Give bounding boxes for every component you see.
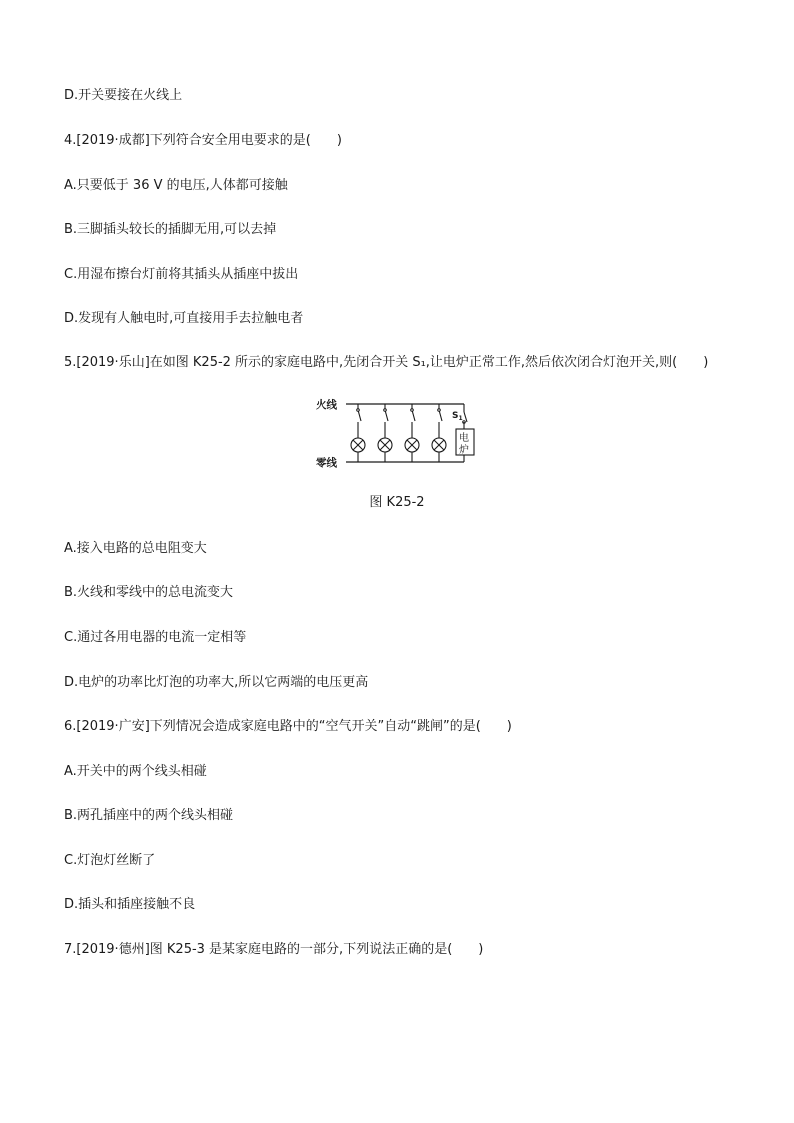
question-4-option-a: A.只要低于 36 V 的电压,人体都可接触 (64, 178, 288, 193)
question-4-option-d: D.发现有人触电时,可直接用手去拉触电者 (64, 311, 304, 326)
question-5-option-b: B.火线和零线中的总电流变大 (64, 585, 234, 600)
question-6-option-a: A.开关中的两个线头相碰 (64, 764, 207, 779)
question-4-option-b: B.三脚插头较长的插脚无用,可以去掉 (64, 222, 277, 237)
question-6-option-b: B.两孔插座中的两个线头相碰 (64, 808, 234, 823)
question-4-stem: 4.[2019·成都]下列符合安全用电要求的是( ) (64, 133, 342, 148)
question-7-stem: 7.[2019·德州]图 K25-3 是某家庭电路的一部分,下列说法正确的是( ) (64, 942, 484, 957)
heater-label-bottom: 炉 (459, 445, 469, 456)
question-5-option-a: A.接入电路的总电阻变大 (64, 541, 207, 556)
question-6-option-c: C.灯泡灯丝断了 (64, 853, 156, 868)
question-4-option-c: C.用湿布擦台灯前将其插头从插座中拔出 (64, 267, 299, 282)
question-5-option-d: D.电炉的功率比灯泡的功率大,所以它两端的电压更高 (64, 675, 369, 690)
question-5-option-c: C.通过各用电器的电流一定相等 (64, 630, 247, 645)
question-6-stem: 6.[2019·广安]下列情况会造成家庭电路中的“空气开关”自动“跳闸”的是( ) (64, 719, 512, 734)
circuit-diagram-svg (316, 392, 480, 474)
heater-label-top: 电 (459, 433, 469, 444)
question-3-option-d: D.开关要接在火线上 (64, 88, 183, 103)
figure-caption: 图 K25-2 (369, 495, 425, 510)
lamp-branches (351, 404, 446, 462)
question-5-stem: 5.[2019·乐山]在如图 K25-2 所示的家庭电路中,先闭合开关 S₁,让电炉正常工作,然后依次闭合灯泡开关,则( ) (64, 355, 709, 370)
switch-contacts (357, 409, 466, 424)
switch-s1-label: $S_1$ (452, 411, 463, 422)
neutral-wire-label: 零线 (316, 457, 337, 469)
circuit-diagram (316, 392, 480, 474)
live-wire-label: 火线 (316, 399, 337, 411)
question-6-option-d: D.插头和插座接触不良 (64, 897, 196, 912)
